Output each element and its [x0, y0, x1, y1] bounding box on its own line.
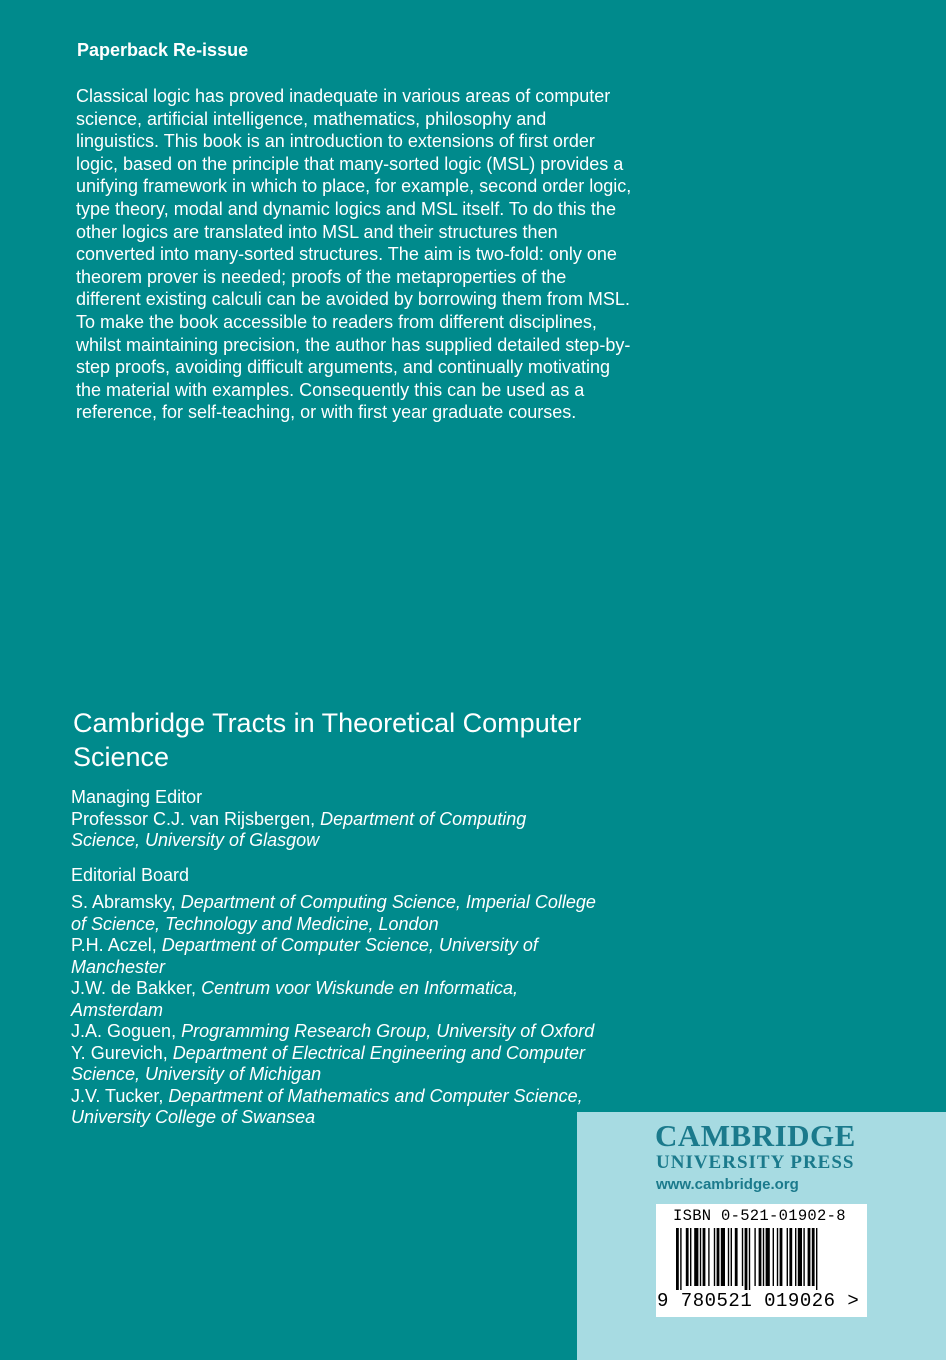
barcode-bar [777, 1228, 778, 1286]
board-member-name: P.H. Aczel, [71, 935, 157, 955]
editors-section [71, 787, 596, 1129]
managing-editor-affiliation: Department of Computing Science, University of Glasgow [71, 808, 527, 850]
barcode-bar [700, 1228, 701, 1286]
board-member [71, 1086, 596, 1129]
barcode-bar [780, 1228, 783, 1286]
board-member-affiliation: Centrum voor Wiskunde en Informatica, Amsterdam [71, 978, 519, 1020]
barcode-bar [708, 1228, 709, 1286]
barcode-bar [766, 1228, 770, 1286]
publisher-url: www.cambridge.org [656, 1176, 799, 1193]
barcode-bar [731, 1228, 732, 1286]
barcode-bar [789, 1228, 792, 1286]
publisher-logo-name: CAMBRIDGE [655, 1118, 856, 1153]
board-member-affiliation: Department of Mathematics and Computer Science, University College of Swansea [71, 1085, 583, 1127]
ean-number: 9 780521 019026 > [657, 1290, 860, 1312]
barcode-bar [773, 1228, 774, 1286]
publisher-panel [577, 1112, 946, 1360]
barcode-bar [763, 1228, 764, 1286]
barcode-bar [754, 1228, 755, 1286]
barcode-bar [694, 1228, 698, 1286]
board-member [71, 978, 596, 1021]
managing-editor-entry [71, 809, 596, 852]
barcode-bar [808, 1228, 811, 1286]
managing-editor-name: Professor C.J. van Rijsbergen, [71, 808, 316, 829]
series-title: Cambridge Tracts in Theoretical Computer Science [73, 708, 582, 772]
barcode-bar [690, 1228, 691, 1286]
barcode-bar [728, 1228, 729, 1286]
barcode-bar [798, 1228, 802, 1286]
barcode-bar [759, 1228, 762, 1286]
board-member-affiliation: Department of Computing Science, Imperial College of Science, Technology and Medicine, London [71, 892, 596, 934]
barcode-bar [803, 1228, 804, 1286]
board-member-affiliation: Department of Computer Science, University of Manchester [71, 935, 538, 977]
board-member-affiliation: Department of Electrical Engineering and Computer Science, University of Michigan [71, 1042, 585, 1084]
barcode-bar [795, 1228, 796, 1286]
editorial-board-heading: Editorial Board [71, 864, 190, 885]
barcode-box [656, 1204, 867, 1317]
barcode-bar [714, 1228, 715, 1286]
cover-label: Paperback Re-issue [77, 40, 249, 60]
barcode-bar [686, 1228, 689, 1286]
barcode-bar [749, 1228, 750, 1290]
board-members [71, 892, 596, 1129]
barcode-bar [816, 1228, 817, 1290]
barcode [676, 1228, 851, 1290]
board-member-name: J.A. Goguen, [71, 1021, 177, 1041]
book-blurb: Classical logic has proved inadequate in various areas of computer science, artificial intelligence, mathematics, philosophy and linguistics. This book is an introduction to extensions of first order logic, based on the principle that many-sorted logic (MSL) provides a unifying framework in which to place, for example, second order logic, type theory, modal and dynamic logics and MSL itself. To do this the other logics are translated into MSL and their structures then converted into many-sorted structures. The aim is two-fold: only one theorem prover is needed; proofs of the metaproperties of the different existing calculi can be avoided by borrowing them from MSL. To make the book accessible to readers from different disciplines, whilst maintaining precision, the author has supplied detailed step-by-step proofs, avoiding difficult arguments, and continually motivating the material with examples. Consequently this can be used as a reference, for self-teaching, or with first year graduate courses. [76, 86, 632, 423]
board-member [71, 892, 596, 935]
barcode-bar [735, 1228, 738, 1286]
board-member-name: Y. Gurevich, [71, 1042, 168, 1063]
board-member-name: J.V. Tucker, [71, 1085, 164, 1106]
barcode-bar [680, 1228, 681, 1290]
publisher-logo-press: UNIVERSITY PRESS [656, 1152, 855, 1173]
board-member-name: S. Abramsky, [71, 892, 176, 912]
board-member [71, 1043, 596, 1086]
barcode-bar [717, 1228, 720, 1286]
board-member [71, 1021, 596, 1043]
barcode-bar [787, 1228, 788, 1286]
board-member-name: J.W. de Bakker, [71, 978, 197, 998]
barcode-bar [703, 1228, 706, 1286]
board-member-affiliation: Programming Research Group, University of Oxford [181, 1021, 595, 1041]
board-member [71, 935, 596, 978]
managing-editor-heading: Managing Editor [71, 787, 203, 807]
barcode-bar [742, 1228, 743, 1286]
barcode-bar [812, 1228, 815, 1286]
isbn-text: ISBN 0-521-01902-8 [673, 1207, 846, 1225]
barcode-bar [676, 1228, 679, 1290]
barcode-bar [721, 1228, 725, 1286]
barcode-bar [745, 1228, 748, 1290]
